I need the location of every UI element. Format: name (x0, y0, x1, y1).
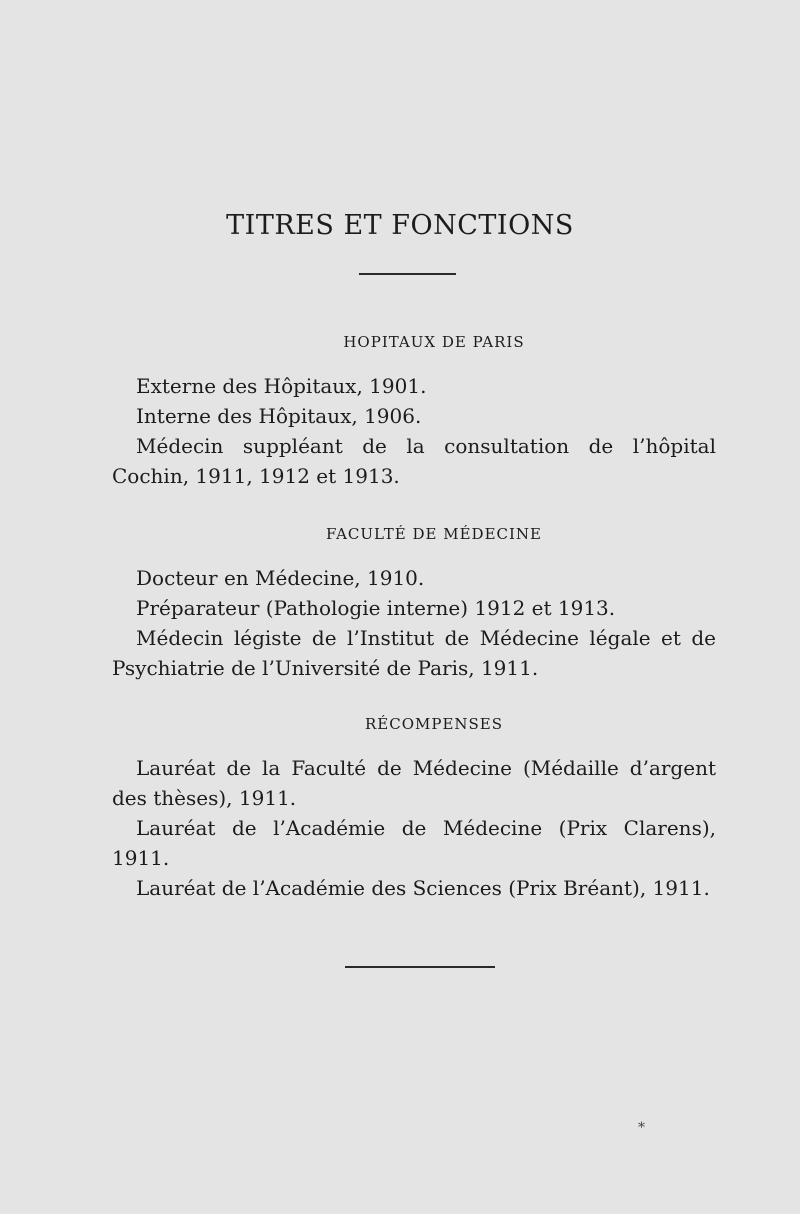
entry-list (112, 371, 716, 491)
section-heading: HOPITAUX DE PARIS (343, 333, 525, 351)
section-heading: RÉCOMPENSES (364, 715, 504, 733)
list-item: Lauréat de la Faculté de Médecine (Médaille d’argent des thèses), 1911. (112, 756, 716, 810)
list-item: Interne des Hôpitaux, 1906. (136, 404, 422, 428)
page-title: TITRES ET FONCTIONS (226, 210, 574, 241)
list-item: Lauréat de l’Académie des Sciences (Prix Bréant), 1911. (136, 876, 710, 900)
list-item: Médecin suppléant de la consultation de l’hôpital Cochin, 1911, 1912 et 1913. (112, 434, 716, 488)
list-item: Préparateur (Pathologie interne) 1912 et 1913. (136, 596, 616, 620)
section-hopitaux (112, 333, 716, 491)
list-item: Docteur en Médecine, 1910. (136, 566, 425, 590)
entry-list (112, 753, 716, 903)
bottom-divider (345, 966, 495, 968)
entry-list (112, 563, 716, 683)
list-item: Médecin légiste de l’Institut de Médecine légale et de Psychiatrie de l’Université de Paris, 1911. (112, 626, 716, 680)
title-divider (359, 273, 456, 275)
list-item: Externe des Hôpitaux, 1901. (136, 374, 427, 398)
section-faculte (112, 525, 716, 683)
section-heading: FACULTÉ DE MÉDECINE (325, 525, 543, 543)
section-recompenses (112, 715, 716, 903)
footer-mark: * (638, 1120, 645, 1136)
list-item: Lauréat de l’Académie de Médecine (Prix Clarens), 1911. (112, 816, 716, 870)
